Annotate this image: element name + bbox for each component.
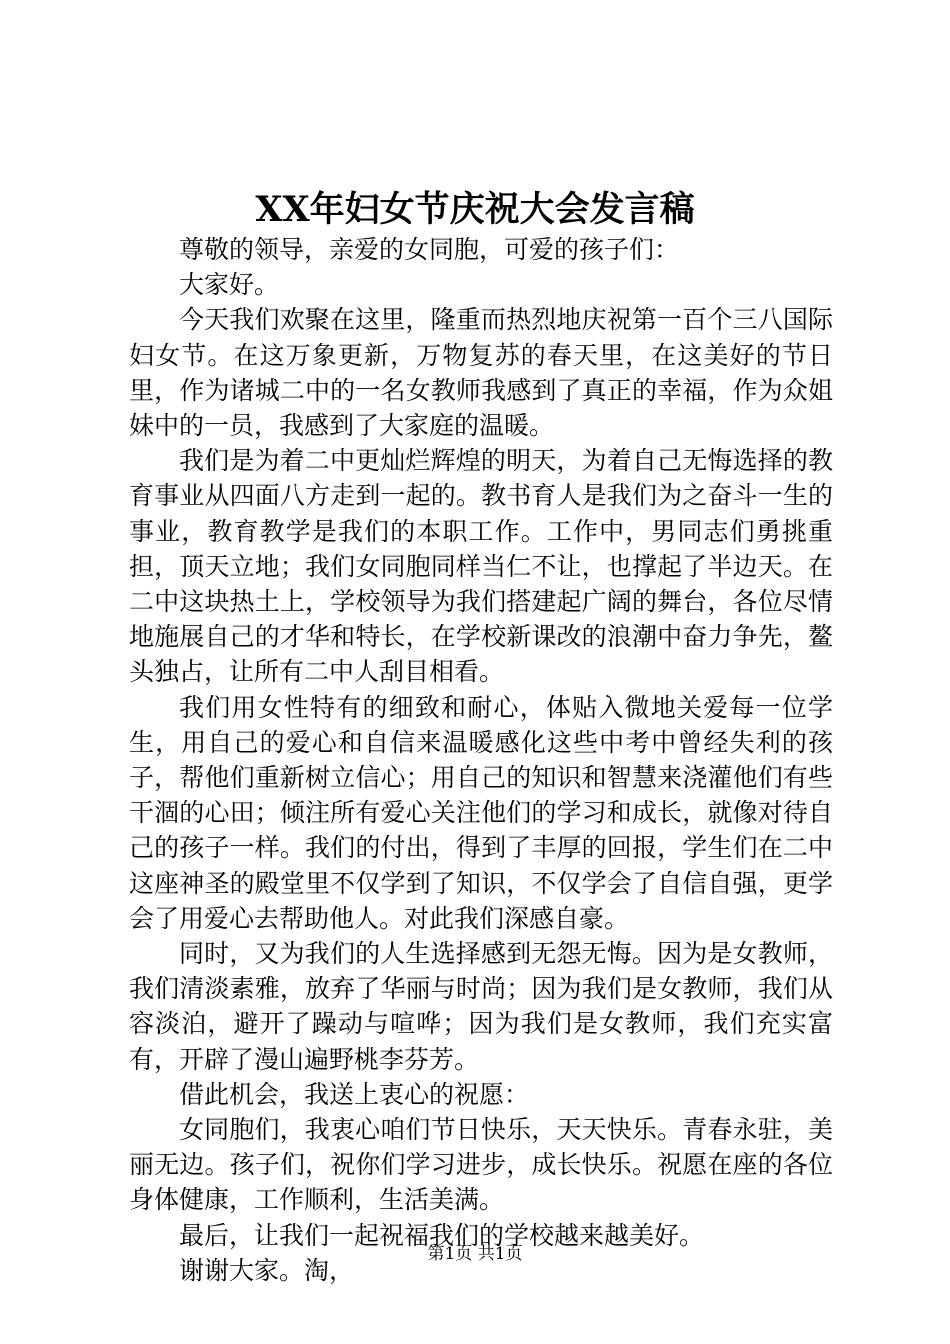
document-body [129, 232, 833, 1288]
paragraph-career: 我们是为着二中更灿烂辉煌的明天，为着自己无悔选择的教育事业从四面八方走到一起的。教书育人是我们为之奋斗一生的事业，教育教学是我们的本职工作。工作中，男同志们勇挑重担，顶天立地；我们女同胞同样当仁不让，也撑起了半边天。在二中这块热土上，学校领导为我们搭建起广阔的舞台，各位尽情地施展自己的才华和特长，在学校新课改的浪潮中奋力争先，鳌头独占，让所有二中人刮目相看。 [129, 446, 833, 687]
paragraph-wishes: 女同胞们，我衷心咱们节日快乐，天天快乐。青春永驻，美丽无边。孩子们，祝你们学习进步，成长快乐。祝愿在座的各位身体健康，工作顺利，生活美满。 [129, 1115, 833, 1215]
paragraph-wishes-intro: 借此机会，我送上衷心的祝愿： [179, 1079, 530, 1109]
paragraph-opening: 今天我们欢聚在这里，隆重而热烈地庆祝第一百个三八国际妇女节。在这万象更新，万物复苏的春天里，在这美好的节日里，作为诸城二中的一名女教师我感到了真正的幸福，作为众姐妹中的一员，我感到了大家庭的温暖。 [129, 305, 833, 441]
paragraph-greeting: 大家好。 [179, 270, 280, 300]
document-title: XX年妇女节庆祝大会发言稿 [255, 189, 695, 230]
paragraph-care-for-students: 我们用女性特有的细致和耐心，体贴入微地关爱每一位学生，用自己的爱心和自信来温暖感化这些中考中曾经失利的孩子，帮他们重新树立信心；用自己的知识和智慧来浇灌他们有些干涸的心田；倾注所有爱心关注他们的学习和成长，就像对待自己的孩子一样。我们的付出，得到了丰厚的回报，学生们在二中这座神圣的殿堂里不仅学到了知识，不仅学会了自信自强，更学会了用爱心去帮助他人。对此我们深感自豪。 [129, 692, 833, 933]
paragraph-salutation: 尊敬的领导，亲爱的女同胞，可爱的孩子们： [179, 235, 680, 264]
paragraph-no-regrets: 同时，又为我们的人生选择感到无怨无悔。因为是女教师，我们清淡素雅，放弃了华丽与时尚；因为我们是女教师，我们从容淡泊，避开了躁动与喧哗；因为我们是女教师，我们充实富有，开辟了漫山遍野桃李芬芳。 [129, 939, 833, 1074]
paragraph-closing: 最后，让我们一起祝福我们的学校越来越美好。 [179, 1220, 705, 1250]
paragraph-thanks: 谢谢大家。淘， [179, 1255, 355, 1285]
page-footer: 第1页 共1页 [427, 1244, 523, 1264]
